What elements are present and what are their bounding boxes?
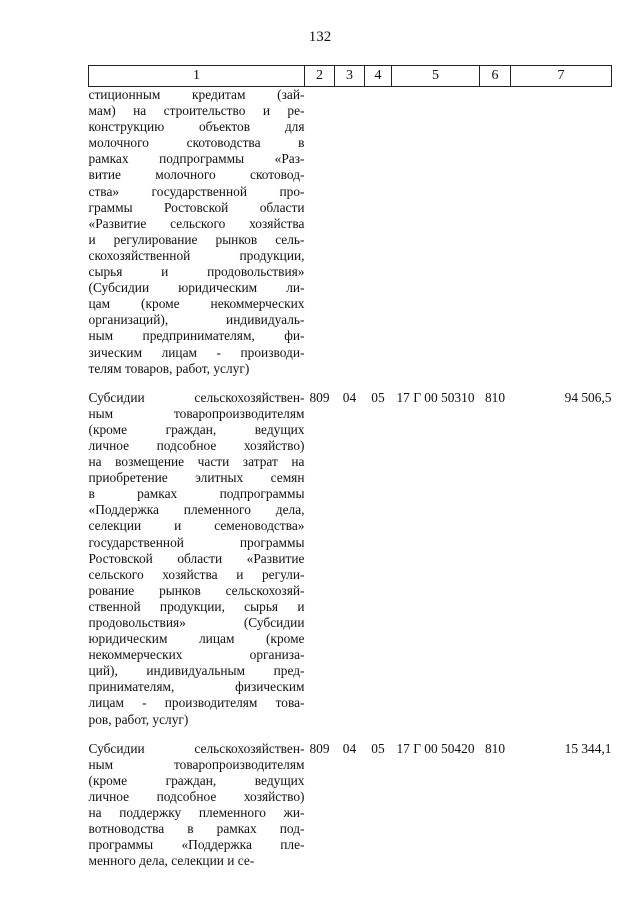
cell-target-article <box>392 87 480 377</box>
description-line: селекции и семеноводства» <box>88 518 305 534</box>
description-line: (Субсидии юридическим ли- <box>88 280 305 296</box>
cell-target-article: 17 Г 00 50310 <box>396 389 475 405</box>
description-line: сырья и продовольствия» <box>88 264 305 280</box>
description-line: молочного скотоводства в <box>88 135 305 151</box>
cell-subsection-code: 05 <box>371 389 385 405</box>
description-line: продовольствия» (Субсидии <box>88 615 305 630</box>
description-line: вотноводства в рамках под- <box>88 821 305 837</box>
description-line: государственной программы <box>88 534 305 550</box>
description-line: (кроме граждан, ведущих <box>88 421 305 437</box>
description-line: телям товаров, работ, услуг) <box>88 360 250 376</box>
cell-expense-type: 810 <box>484 740 506 756</box>
cell-amount: 15 344,1 <box>564 740 612 756</box>
description-line: ства» государственной про- <box>88 183 305 199</box>
description-line: витие молочного скотовод- <box>88 167 305 183</box>
row-spacer-cell <box>89 377 612 390</box>
description-line: лицам - производителям това- <box>88 695 305 711</box>
description-line: сельского хозяйства и регули- <box>88 566 305 582</box>
description-line: конструкцию объектов для <box>88 119 305 135</box>
column-header-7: 7 <box>511 66 612 87</box>
cell-target-article: 17 Г 00 50420 <box>396 740 475 756</box>
description-line: Субсидии сельскохозяйствен- <box>88 740 305 756</box>
table-row <box>89 741 612 870</box>
column-header-3: 3 <box>335 66 365 87</box>
description-line: Ростовской области «Развитие <box>88 550 305 566</box>
cell-ministry-code: 809 <box>309 389 330 405</box>
row-spacer <box>89 728 612 741</box>
cell-expense-type <box>480 87 511 377</box>
cell-section-code: 04 <box>342 389 357 405</box>
description-line: личное подсобное хозяйство) <box>88 437 305 453</box>
description-line: менного дела, селекции и се- <box>88 853 255 869</box>
description-line: в рамках подпрограммы <box>88 486 305 502</box>
column-header-4: 4 <box>365 66 392 87</box>
row-description <box>89 87 305 377</box>
cell-section-code: 04 <box>342 740 357 756</box>
description-line: «Развитие сельского хозяйства <box>88 215 305 231</box>
description-line: (кроме граждан, ведущих <box>88 772 305 788</box>
description-line: ций), индивидуальным пред- <box>88 663 305 679</box>
row-spacer <box>89 377 612 390</box>
description-line: цам (кроме некоммерческих <box>88 296 305 312</box>
column-header-2: 2 <box>305 66 335 87</box>
description-line: рование рынков сельскохозяй- <box>88 582 305 598</box>
description-line: и регулирование рынков сель- <box>88 231 305 247</box>
row-description <box>89 741 305 870</box>
description-line: зическим лицам - производи- <box>88 344 305 360</box>
cell-amount: 94 506,5 <box>564 389 612 405</box>
description-line: мам) на строительство и ре- <box>88 103 305 119</box>
table-row <box>89 390 612 728</box>
page-number: 132 <box>308 29 332 45</box>
description-line: граммы Ростовской области <box>88 199 305 215</box>
description-line: ственной продукции, сырья и <box>88 598 305 614</box>
row-description <box>89 390 305 728</box>
description-line: ным товаропроизводителям <box>88 405 305 421</box>
column-header-5: 5 <box>392 66 480 87</box>
table-row <box>89 87 612 377</box>
description-line: скохозяйственной продукции, <box>88 247 305 263</box>
description-line: некоммерческих организа- <box>88 647 305 663</box>
description-line: личное подсобное хозяйство) <box>88 788 305 804</box>
cell-amount <box>511 87 612 377</box>
budget-table <box>88 65 612 869</box>
description-line: рамках подпрограммы «Раз- <box>88 151 305 167</box>
cell-expense-type: 810 <box>484 389 506 405</box>
cell-ministry-code: 809 <box>309 740 330 756</box>
cell-section-code <box>335 87 365 377</box>
header-row <box>89 66 612 87</box>
column-header-1: 1 <box>89 66 305 87</box>
description-line: принимателям, физическим <box>88 679 305 695</box>
cell-subsection-code <box>365 87 392 377</box>
row-spacer-cell <box>89 728 612 741</box>
description-line: на возмещение части затрат на <box>88 454 305 470</box>
description-line: на поддержку племенного жи- <box>88 805 305 821</box>
description-line: программы «Поддержка пле- <box>88 837 305 853</box>
description-line: ным предпринимателям, фи- <box>88 328 305 344</box>
description-line: стиционным кредитам (зай- <box>88 87 305 102</box>
description-line: приобретение элитных семян <box>88 470 305 486</box>
description-line: ров, работ, услуг) <box>88 711 189 727</box>
column-header-6: 6 <box>480 66 511 87</box>
description-line: «Поддержка племенного дела, <box>88 502 305 518</box>
table-body <box>89 87 612 870</box>
cell-subsection-code: 05 <box>371 740 385 756</box>
cell-ministry-code <box>305 87 335 377</box>
description-line: Субсидии сельскохозяйствен- <box>88 389 305 405</box>
description-line: ным товаропроизводителям <box>88 756 305 772</box>
description-line: организаций), индивидуаль- <box>88 312 305 328</box>
description-line: юридическим лицам (кроме <box>88 631 305 647</box>
